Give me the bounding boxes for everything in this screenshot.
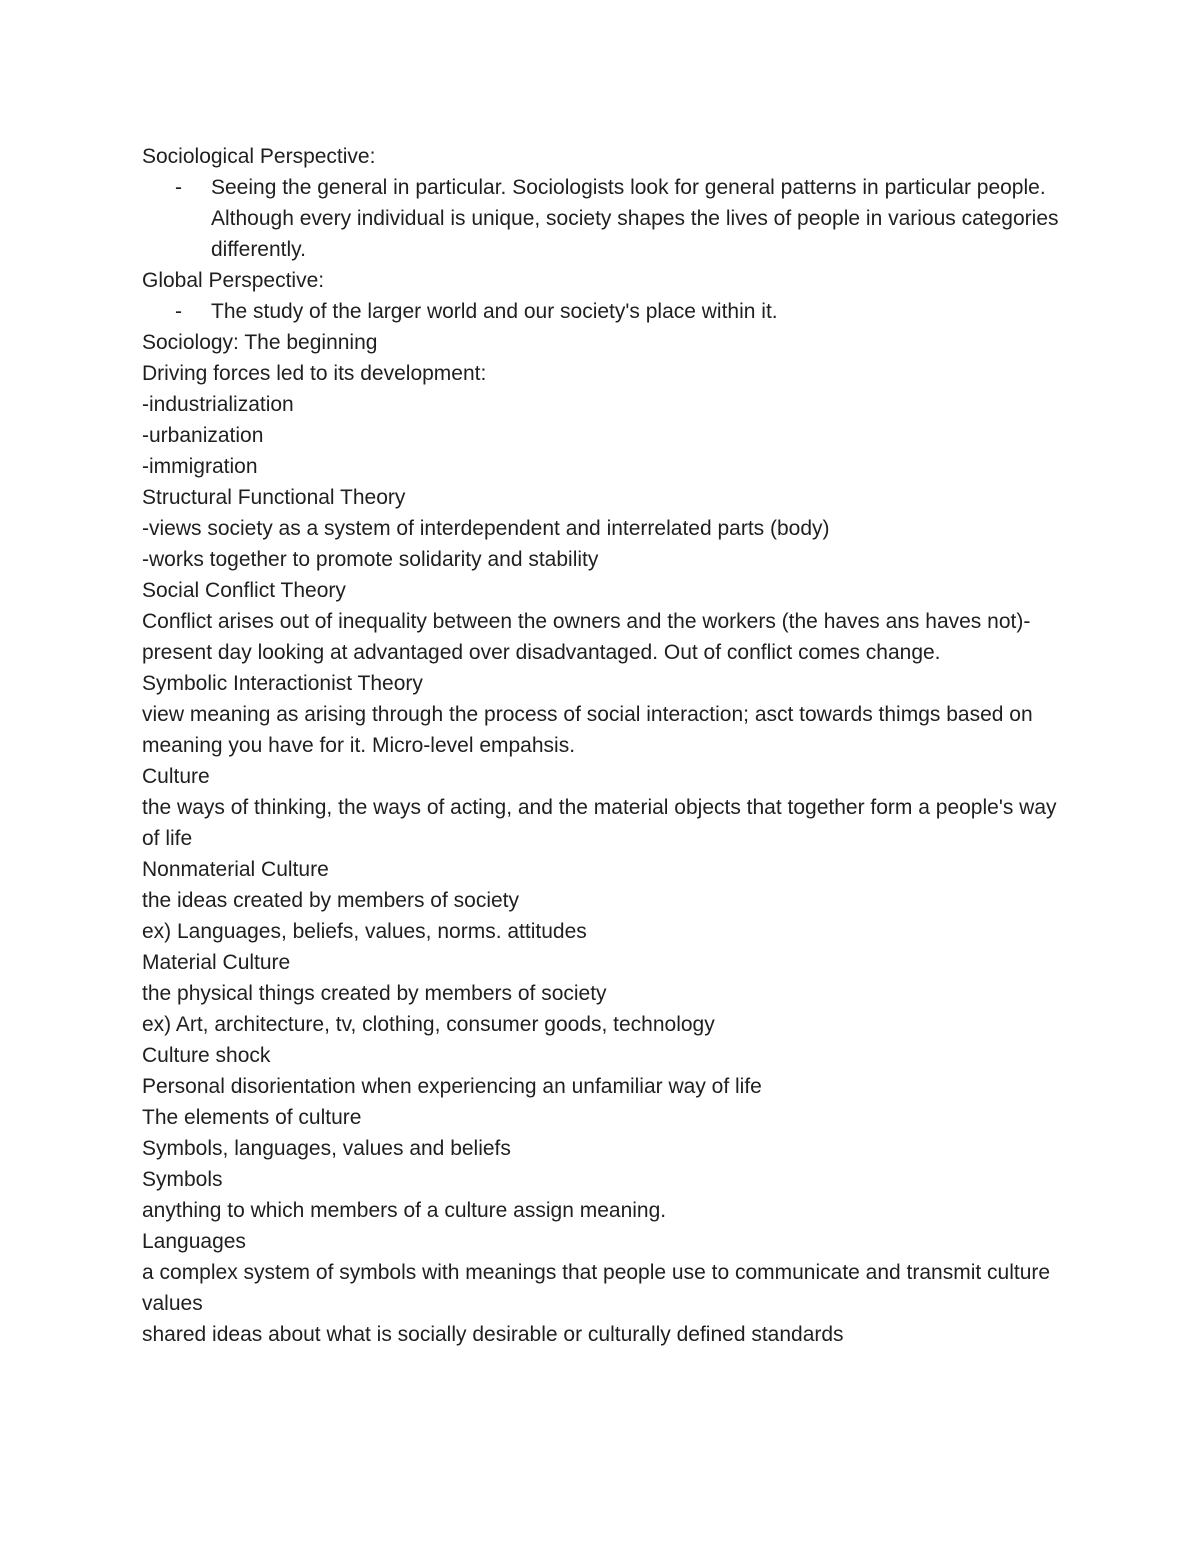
text-line: view meaning as arising through the process of social interaction; asct towards thimgs based on meaning you have for it. Micro-level empahsis. — [142, 703, 1033, 757]
text-line: Symbolic Interactionist Theory — [142, 672, 423, 695]
bullet-marker: - — [175, 300, 182, 323]
text-line: shared ideas about what is socially desirable or culturally defined standards — [142, 1323, 844, 1346]
heading-sociological-perspective: Sociological Perspective: — [142, 145, 376, 168]
text-line: -urbanization — [142, 424, 264, 447]
bullet-sociological-perspective — [142, 172, 1072, 265]
text-line: Nonmaterial Culture — [142, 858, 329, 881]
text-line: Culture — [142, 765, 210, 788]
text-line: -works together to promote solidarity and stability — [142, 548, 599, 571]
text-line: the physical things created by members of society — [142, 982, 607, 1005]
text-line: the ways of thinking, the ways of acting, and the material objects that together form a people's way of life — [142, 796, 1057, 850]
text-line: Conflict arises out of inequality between the owners and the workers (the haves ans haves not)- present day looking at advantaged over disadvantaged. Out of conflict comes change. — [142, 610, 1031, 664]
text-line: -industrialization — [142, 393, 294, 416]
text-line: Material Culture — [142, 951, 291, 974]
text-line: Structural Functional Theory — [142, 486, 406, 509]
heading-global-perspective: Global Perspective: — [142, 269, 325, 292]
text-line: Sociology: The beginning — [142, 331, 378, 354]
text-line: Symbols, languages, values and beliefs — [142, 1137, 511, 1160]
text-line: Symbols — [142, 1168, 223, 1191]
document-body — [142, 141, 1072, 1350]
text-line: ex) Art, architecture, tv, clothing, consumer goods, technology — [142, 1013, 715, 1036]
text-line: the ideas created by members of society — [142, 889, 520, 912]
text-line: values — [142, 1292, 203, 1315]
text-line: -views society as a system of interdependent and interrelated parts (body) — [142, 517, 830, 540]
text-line: ex) Languages, beliefs, values, norms. attitudes — [142, 920, 587, 943]
bullet-text: Seeing the general in particular. Sociologists look for general patterns in particular people. Although every individual is unique, society shapes the lives of people in various categories differently. — [211, 176, 1059, 261]
text-line: anything to which members of a culture assign meaning. — [142, 1199, 667, 1222]
bullet-global-perspective — [142, 296, 1072, 327]
bullet-text: The study of the larger world and our society's place within it. — [211, 300, 778, 323]
text-line: Driving forces led to its development: — [142, 362, 487, 385]
text-line: The elements of culture — [142, 1106, 362, 1129]
text-line: Social Conflict Theory — [142, 579, 346, 602]
bullet-marker: - — [175, 176, 182, 199]
text-line: Languages — [142, 1230, 246, 1253]
text-line: Culture shock — [142, 1044, 271, 1067]
text-line: a complex system of symbols with meanings that people use to communicate and transmit culture — [142, 1261, 1051, 1284]
text-line: Personal disorientation when experiencing an unfamiliar way of life — [142, 1075, 762, 1098]
text-line: -immigration — [142, 455, 258, 478]
